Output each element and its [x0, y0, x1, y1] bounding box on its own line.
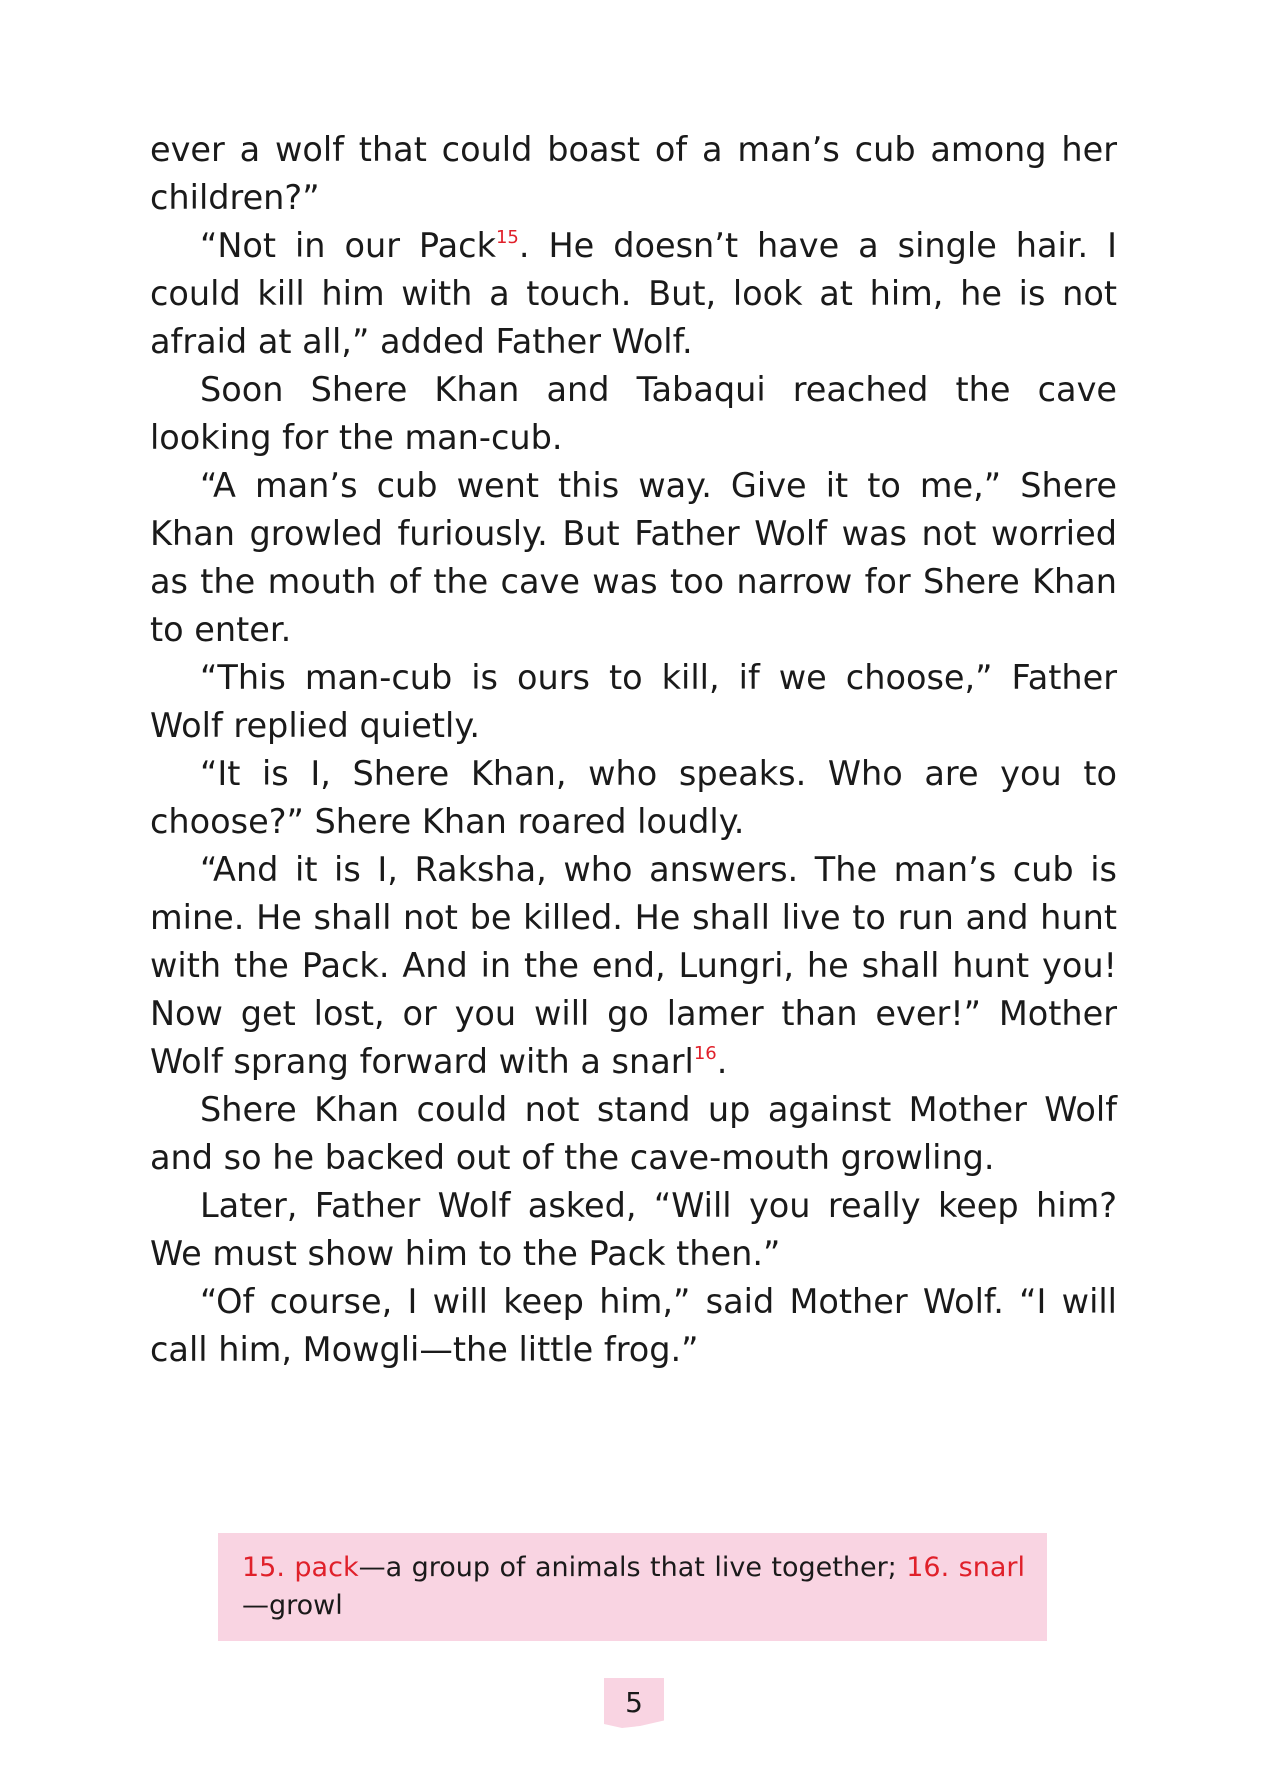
paragraph-4: “A man’s cub went this way. Give it to me,” Shere Khan growled furiously. But Father Wolf was not worried as the mouth of the cave was too narrow for Shere Khan to enter. [150, 466, 1117, 649]
footnote-ref-16: 16 [693, 1043, 717, 1064]
paragraph-8: Shere Khan could not stand up against Mother Wolf and so he backed out of the cave-mouth growling. [150, 1090, 1117, 1177]
paragraph-2 [150, 222, 1117, 366]
paragraph-2-start: “Not in our Pack [200, 226, 496, 265]
paragraph-6: “It is I, Shere Khan, who speaks. Who are you to choose?” Shere Khan roared loudly. [150, 754, 1117, 841]
paragraph-7-end: . [716, 1042, 728, 1081]
paragraph-7-start: “And it is I, Raksha, who answers. The man’s cub is mine. He shall not be killed. He shall live to run and hunt with the Pack. And in the end, Lungri, he shall hunt you! Now get lost, or you will go lamer than ever!” Mother Wolf sprang forward with a snarl [150, 850, 1117, 1081]
glossary-def-pack: —a group of animals that live together; [358, 1552, 907, 1583]
paragraph-5: “This man-cub is ours to kill, if we choose,” Father Wolf replied quietly. [150, 658, 1117, 745]
paragraph-9: Later, Father Wolf asked, “Will you really keep him? We must show him to the Pack then.” [150, 1186, 1117, 1273]
story-text [150, 126, 1117, 1374]
paragraph-7 [150, 846, 1117, 1086]
glossary-box [218, 1533, 1047, 1641]
footnote-ref-15: 15 [495, 227, 519, 248]
paragraph-10: “Of course, I will keep him,” said Mother Wolf. “I will call him, Mowgli—the little frog.” [150, 1282, 1117, 1369]
paragraph-2-end: . He doesn’t have a single hair. I could kill him with a touch. But, look at him, he is not afraid at all,” added Father Wolf. [150, 226, 1118, 361]
glossary-def-snarl: —growl [242, 1590, 343, 1621]
paragraph-3: Soon Shere Khan and Tabaqui reached the cave looking for the man-cub. [150, 370, 1117, 457]
paragraph-1: ever a wolf that could boast of a man’s cub among her children?” [150, 130, 1117, 217]
glossary-term-pack: 15. pack [242, 1552, 359, 1583]
glossary-term-snarl: 16. snarl [906, 1552, 1025, 1583]
page-number: 5 [625, 1686, 643, 1719]
